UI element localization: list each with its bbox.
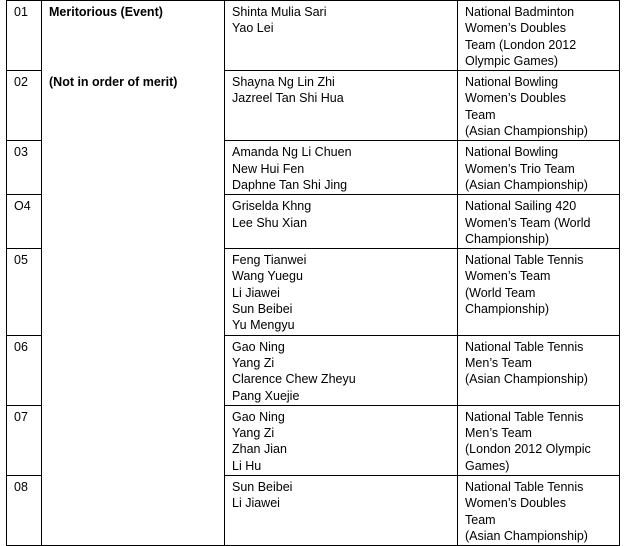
team-event-line: National Badminton [465,5,575,19]
athlete-name: Sun Beibei [232,302,293,317]
team-event-line: Men’s Team [465,426,532,441]
athlete-name: Pang Xuejie [232,388,300,403]
athlete-name: Griselda Khng [232,199,312,214]
athlete-name: Yang Zi [232,426,275,441]
athlete-name: Yao Lei [232,21,274,36]
athlete-name: Jazreel Tan Shi Hua [232,91,344,106]
team-event-line: National Table Tennis [465,339,584,354]
team-event-line: Olympic Games) [465,53,559,68]
team-event-line: Women’s Doubles [465,21,566,36]
athlete-name: Feng Tianwei [232,253,307,268]
athlete-name: Daphne Tan Shi Jing [232,177,348,192]
athlete-names-cell [225,476,458,546]
team-event-cell [458,405,620,475]
team-event-line: (Asian Championship) [465,124,588,139]
team-event-line: Games) [465,458,510,473]
athlete-names-cell [225,141,458,195]
athlete-name: Li Hu [232,458,262,473]
athlete-names-cell [225,195,458,249]
team-event-line: National Table Tennis [465,253,584,268]
team-event-cell [458,476,620,546]
athlete-name: Wang Yuegu [232,269,303,284]
award-category: Meritorious (Event) [49,5,163,19]
athlete-name: Shayna Ng Lin Zhi [232,75,335,90]
award-category: (Not in order of merit) [49,75,178,90]
team-event-cell [458,195,620,249]
team-event-line: (Asian Championship) [465,372,588,387]
row-number: 02 [7,71,42,141]
team-event-cell [458,141,620,195]
row-number: 08 [7,476,42,546]
awards-table [6,0,620,546]
table-row [7,1,620,71]
athlete-name: Li Jiawei [232,496,280,511]
row-number: 06 [7,335,42,405]
athlete-name: Amanda Ng Li Chuen [232,145,352,160]
team-event-line: Team [465,107,496,122]
athlete-name: Gao Ning [232,339,285,354]
athlete-name: Li Jiawei [232,285,280,300]
athlete-name: Lee Shu Xian [232,215,308,230]
team-event-line: Women’s Doubles [465,91,566,106]
row-number: 05 [7,249,42,335]
team-event-line: Women’s Team [465,269,551,284]
athlete-name: Gao Ning [232,409,285,424]
team-event-cell [458,1,620,71]
team-event-line: (London 2012 Olympic [465,442,591,457]
team-event-line: National Sailing 420 [465,199,577,214]
team-event-line: Women’s Doubles [465,496,566,511]
team-event-line: Women’s Team (World [465,215,591,230]
athlete-names-cell [225,249,458,335]
awards-table-body [7,1,620,546]
athlete-name: Yu Mengyu [232,318,295,333]
athlete-names-cell [225,405,458,475]
team-event-line: (Asian Championship) [465,528,588,543]
team-event-line: National Table Tennis [465,480,584,495]
athlete-name: Sun Beibei [232,480,293,495]
athlete-names-cell [225,71,458,141]
team-event-cell [458,249,620,335]
athlete-name: New Hui Fen [232,161,305,176]
team-event-line: Men’s Team [465,355,532,370]
team-event-line: Team (London 2012 [465,37,577,52]
athlete-name: Shinta Mulia Sari [232,5,327,19]
row-number: 07 [7,405,42,475]
team-event-line: National Table Tennis [465,409,584,424]
team-event-cell [458,71,620,141]
team-event-line: Women’s Trio Team [465,161,575,176]
athlete-names-cell [225,1,458,71]
team-event-line: (World Team [465,285,536,300]
athlete-name: Yang Zi [232,355,275,370]
athlete-name: Clarence Chew Zheyu [232,372,356,387]
row-number: O4 [7,195,42,249]
award-category-cell [42,1,225,546]
athlete-name: Zhan Jian [232,442,287,457]
team-event-line: (Asian Championship) [465,177,588,192]
team-event-cell [458,335,620,405]
athlete-names-cell [225,335,458,405]
team-event-line: Championship) [465,231,550,246]
row-number: 01 [7,1,42,71]
team-event-line: National Bowling [465,75,559,90]
team-event-line: Championship) [465,302,550,317]
team-event-line: Team [465,512,496,527]
row-number: 03 [7,141,42,195]
team-event-line: National Bowling [465,145,559,160]
